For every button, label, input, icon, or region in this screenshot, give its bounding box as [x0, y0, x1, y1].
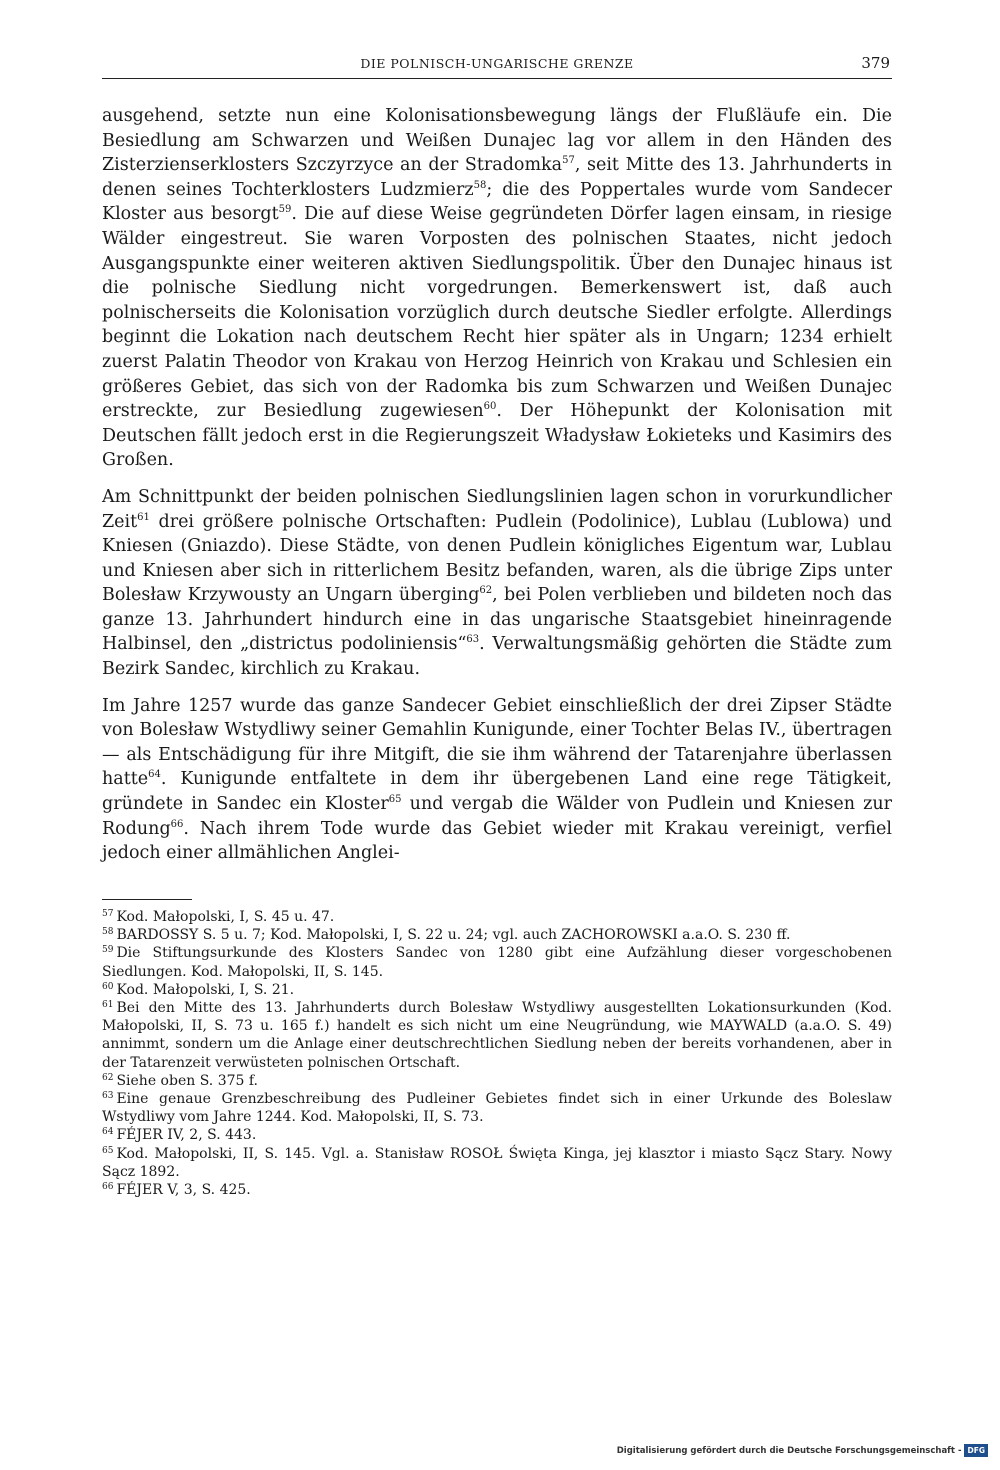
footnote-text: Die Stiftungsurkunde des Klosters Sandec von 1280 gibt eine Aufzählung dieser vorgeschobenen Siedlungen. Kod. Małopolski, II, S. 145.	[102, 945, 892, 980]
footnote	[102, 1072, 892, 1090]
footnote-number: 65	[102, 1145, 114, 1156]
footnote-text: Kod. Małopolski, II, S. 145. Vgl. a. Stanisław ROSOŁ Święta Kinga, jej klasztor i miasto Sącz Stary. Nowy Sącz 1892.	[102, 1145, 892, 1180]
footnote-number: 62	[102, 1072, 114, 1083]
footnote-reference: 58	[473, 179, 487, 191]
footnote-reference: 63	[466, 634, 480, 646]
footnote-number: 58	[102, 927, 114, 938]
paragraph	[102, 485, 892, 682]
footnote-number: 61	[102, 1000, 114, 1011]
running-head	[102, 56, 892, 79]
paragraph	[102, 104, 892, 473]
footnote-text: Bei den Mitte des 13. Jahrhunderts durch Bolesław Wstydliwy ausgestellten Lokationsurkunden (Kod. Małopolski, II, S. 73 u. 165 f.) handelt es sich nicht um eine Neugründung, wie MAYWALD (a.a.O. S. 49) annimmt, sondern um die Anlage einer deutschrechtlichen Siedlung neben der bereits vorhandenen, aber in der Tatarenzeit verwüsteten polnischen Ortschaft.	[102, 1000, 892, 1071]
footnote-text: Kod. Małopolski, I, S. 45 u. 47.	[116, 909, 335, 925]
footnote	[102, 1090, 892, 1126]
footnote	[102, 1126, 892, 1144]
footnote-reference: 60	[483, 401, 497, 413]
paragraph-text: . Nach ihrem Tode wurde das Gebiet wieder mit Krakau vereinigt, verfiel jedoch einer allmählichen Anglei-	[102, 818, 892, 864]
footnote	[102, 999, 892, 1072]
paragraph-text: , bei Polen verblieben und bildeten noch das ganze 13. Jahrhundert hindurch eine in das ungarische Staatsgebiet hineinragende Halbinsel, den „districtus podoliniensis“	[102, 585, 892, 655]
running-title: DIE POLNISCH-UNGARISCHE GRENZE	[360, 56, 634, 71]
paragraph-text: , seit Mitte des 13. Jahrhunderts in denen seines Tochterklosters Ludzmierz	[102, 155, 893, 200]
footnote-number: 57	[102, 909, 114, 919]
dfg-logo: DFG	[964, 1444, 988, 1457]
paragraph-text: . Kunigunde entfaltete in dem ihr übergebenen Land eine rege Tätigkeit, gründete in Sandec ein Kloster	[102, 769, 892, 815]
footnote	[102, 1181, 892, 1199]
footnote-reference: 59	[278, 204, 292, 216]
footnote-text: Siehe oben S. 375 f.	[116, 1072, 258, 1089]
footnote-reference: 62	[479, 585, 493, 597]
footnote-number: 63	[102, 1091, 114, 1102]
footnote-reference: 66	[170, 818, 184, 830]
paragraph-text: . Verwaltungsmäßig gehörten die Städte zum Bezirk Sandec, kirchlich zu Krakau.	[102, 634, 892, 680]
footnote	[102, 944, 892, 980]
paragraph-text: . Die auf diese Weise gegründeten Dörfer lagen einsam, in riesige Wälder eingestreut. Sie waren Vorposten des polnischen Staates, nicht jedoch Ausgangspunkte einer weiteren aktiven Siedlungspolitik. Über den Dunajec hinaus ist die polnische Siedlung nicht vorgedrungen. Bemerkenswert ist, daß auch polnischerseits die Kolonisation vorzüglich durch deutsche Siedler erfolgte. Allerdings beginnt die Lokation nach deutschem Recht hier später als in Ungarn; 1234 erhielt zuerst Palatin Theodor von Krakau von Herzog Heinrich von Krakau und Schlesien ein größeres Gebiet, das sich von der Radomka bis zum Schwarzen und Weißen Dunajec erstreckte, zur Besiedlung zugewiesen	[102, 204, 892, 422]
footnote-number: 64	[102, 1127, 114, 1138]
footnote	[102, 908, 892, 926]
paragraph-text: ausgehend, setzte nun eine Kolonisationsbewegung längs der Flußläufe ein. Die Besiedlung am Schwarzen und Weißen Dunajec lag vor allem in den Händen des Zisterzienserklosters Szczyrzyce an der Stradomka	[102, 106, 892, 176]
footnote-divider	[102, 899, 192, 900]
footnote	[102, 981, 892, 999]
footnote-reference: 64	[148, 769, 161, 781]
paragraph-text: und vergab die Wälder von Pudlein und Kniesen zur Rodung	[102, 794, 892, 839]
footnote	[102, 926, 892, 944]
footnote-number: 66	[102, 1182, 114, 1193]
paragraph	[102, 694, 892, 866]
page-number: 379	[861, 54, 890, 72]
footnote-text: Kod. Małopolski, I, S. 21.	[116, 981, 295, 998]
credit-separator: -	[957, 1445, 962, 1456]
paragraph-text: drei größere polnische Ortschaften: Pudlein (Podolinice), Lublau (Lublowa) und Kniesen (Gniazdo). Diese Städte, von denen Pudlein königliches Eigentum war, Lublau und Kniesen aber sich in ritterlichem Besitz befanden, waren, als die übrige Zips unter Bolesław Krzywousty an Ungarn überging	[102, 511, 892, 606]
digitization-credit	[617, 1444, 988, 1457]
footnote-number: 60	[102, 981, 114, 992]
credit-text: Digitalisierung gefördert durch die Deutsche Forschungsgemeinschaft	[616, 1445, 955, 1456]
body-text	[102, 104, 892, 878]
footnote-reference: 61	[137, 511, 150, 523]
footnote-number: 59	[102, 945, 114, 956]
paragraph-text: . Der Höhepunkt der Kolonisation mit Deutschen fällt jedoch erst in die Regierungszeit Władysław Łokieteks und Kasimirs des Großen.	[102, 401, 892, 471]
paragraph-text: Am Schnittpunkt der beiden polnischen Siedlungslinien lagen schon in vorurkundlicher Zeit	[102, 486, 892, 532]
footnote	[102, 1145, 892, 1181]
footnotes	[102, 908, 892, 1199]
footnote-text: BARDOSSY S. 5 u. 7; Kod. Małopolski, I, S. 22 u. 24; vgl. auch ZACHOROWSKI a.a.O. S. 230 ff.	[116, 927, 791, 944]
footnote-reference: 65	[388, 794, 402, 806]
paragraph-text: ; die des Poppertales wurde vom Sandecer Kloster aus besorgt	[102, 179, 892, 225]
footnote-text: FÉJER IV, 2, S. 443.	[116, 1127, 257, 1144]
footnote-reference: 57	[562, 155, 575, 167]
paragraph-text: Im Jahre 1257 wurde das ganze Sandecer Gebiet einschließlich der drei Zipser Städte von Bolesław Wstydliwy seiner Gemahlin Kunigunde, einer Tochter Belas IV., übertragen — als Entschädigung für ihre Mitgift, die sie ihm während der Tatarenjahre überlassen hatte	[102, 695, 892, 790]
footnote-text: Eine genaue Grenzbeschreibung des Pudleiner Gebietes findet sich in einer Urkunde des Boleslaw Wstydliwy vom Jahre 1244. Kod. Małopolski, II, S. 73.	[102, 1091, 892, 1126]
footnote-text: FÉJER V, 3, S. 425.	[116, 1182, 251, 1199]
